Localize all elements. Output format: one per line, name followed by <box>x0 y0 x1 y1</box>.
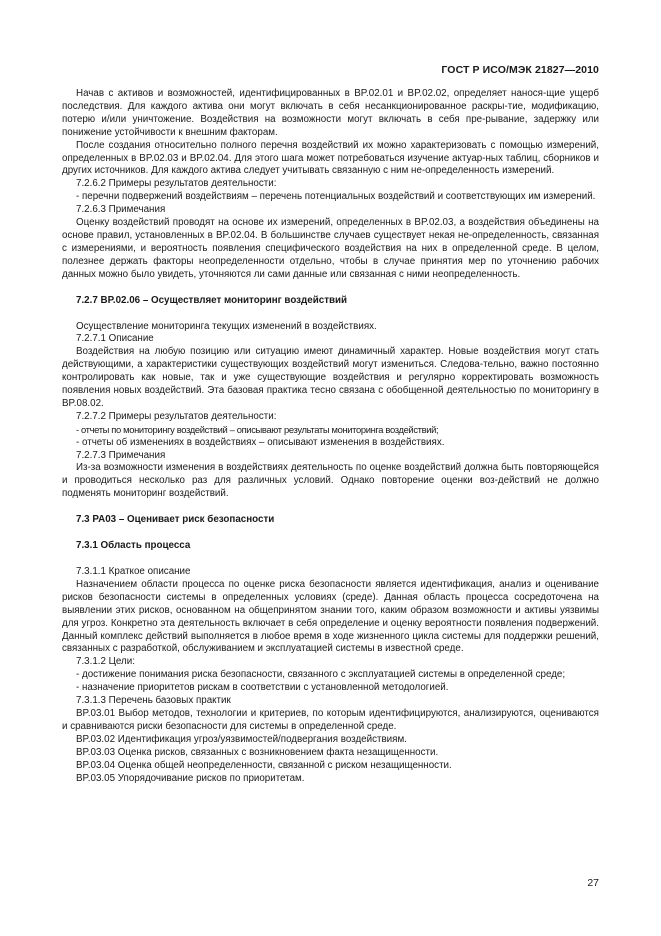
list-item: - отчеты об изменениях в воздействиях – описывают изменения в воздействиях. <box>76 436 445 448</box>
paragraph: Из-за возможности изменения в воздействиях деятельность по оценке воздействий должна быть повторяющейся и проводиться несколько раз для различных условий. Однако повторение оценки воз-действий не должно подменять мониторинг воздействий. <box>62 462 599 500</box>
list-item: - достижение понимания риска безопасности, связанного с эксплуатацией системы в определенной среде; <box>76 669 566 681</box>
paragraph: 7.3.1.2 Цели: <box>76 656 135 668</box>
document-header: ГОСТ Р ИСО/МЭК 21827—2010 <box>441 64 599 76</box>
paragraph: Осуществление мониторинга текущих изменений в воздействиях. <box>76 320 377 332</box>
paragraph: Назначением области процесса по оценке риска безопасности является идентификация, анализ и оценивание рисков безопасности системы в определенных условиях (среде). Данная область процесса сосредоточена на выявлении этих рисков, основанном на общепринятом знании того, каким образом возможности и активы уязвимы для угроз. Конкретно эта деятельность включает в себя определение и оценку вероятности появления подвержений. Данный комплекс действий выполняется в любое время в ходе жизненного цикла системы для поддержки решений, связанных с разработкой, обслуживанием и эксплуатацией системы в известной среде. <box>62 578 599 655</box>
paragraph: Воздействия на любую позицию или ситуацию имеют динамичный характер. Новые воздействия могут стать действующими, а характеристики существующих воздействий могут измениться. Следова-тельно, важно постоянно контролировать как новые, так и уже существующие воздействия и регулярно корректировать возможность появления новых воздействий. Эта базовая практика тесно связана с обобщенной деятельностью по мониторингу в BP.08.02. <box>62 346 599 409</box>
list-item: BP.03.03 Оценка рисков, связанных с возникновением факта незащищенности. <box>76 746 439 758</box>
section-heading: 7.3 PA03 – Оценивает риск безопасности <box>76 514 275 526</box>
paragraph: 7.2.7.2 Примеры результатов деятельности: <box>76 410 277 422</box>
section-heading: 7.3.1 Область процесса <box>76 540 191 552</box>
paragraph: Оценку воздействий проводят на основе их измерений, определенных в BP.02.03, а воздействия объединены на основе правил, установленных в BP.02.04. В большинстве случаев существует некая не-определенность, связанная с измерениями, и вероятность появления специфического воздействия на них в определенной среде. В целом, полезнее держать факторы неопределенности отдельно, чтобы в случае принятия мер по уточнению рабочих данных можно было увидеть, уточняются ли сами данные или связанная с ними неопределенность. <box>62 217 599 280</box>
list-item: BP.03.05 Упорядочивание рисков по приоритетам. <box>76 772 305 784</box>
list-item: - перечни подвержений воздействиям – перечень потенциальных воздействий и соответствующих им измерений. <box>76 191 596 203</box>
list-item: BP.03.04 Оценка общей неопределенности, связанной с риском незащищенности. <box>76 759 452 771</box>
list-item: BP.03.02 Идентификация угроз/уязвимостей/подвергания воздействиям. <box>76 733 407 745</box>
paragraph: 7.2.7.1 Описание <box>76 333 154 345</box>
paragraph: 7.2.7.3 Примечания <box>76 449 166 461</box>
list-item: - отчеты по мониторингу воздействий – описывают результаты мониторинга воздействий; <box>76 423 439 435</box>
document-body <box>62 88 599 785</box>
section-heading: 7.2.7 BP.02.06 – Осуществляет мониторинг воздействий <box>76 294 348 306</box>
page-number: 27 <box>587 877 599 889</box>
paragraph: 7.3.1.1 Краткое описание <box>76 566 191 577</box>
paragraph: 7.2.6.3 Примечания <box>76 204 166 216</box>
paragraph: После создания относительно полного перечня воздействий их можно характеризовать с помощью измерений, определенных в BP.02.03 и BP.02.04. Для этого шага может потребоваться изучение актуар-ных таблиц, сборников и других источников. Для каждого актива следует учитывать связанную с ним не-определенность измерений. <box>62 139 599 177</box>
paragraph: 7.3.1.3 Перечень базовых практик <box>76 695 231 707</box>
list-item: BP.03.01 Выбор методов, технологии и критериев, по которым идентифицируются, анализируются, оцениваются и сравниваются риски безопасности для системы в определенной среде. <box>62 707 599 732</box>
paragraph: Начав с активов и возможностей, идентифицированных в BP.02.01 и BP.02.02, определяет нанося-щие ущерб последствия. Для каждого актива они могут включать в себя несанкционированное раскры-тие, модификацию, потерю и/или уничтожение. Воздействия на возможности могут включать в себя пре-рывание, задержку или понижение устойчивости к внешним факторам. <box>62 88 599 138</box>
list-item: - назначение приоритетов рискам в соответствии с установленной методологией. <box>76 682 449 694</box>
paragraph: 7.2.6.2 Примеры результатов деятельности: <box>76 178 277 190</box>
